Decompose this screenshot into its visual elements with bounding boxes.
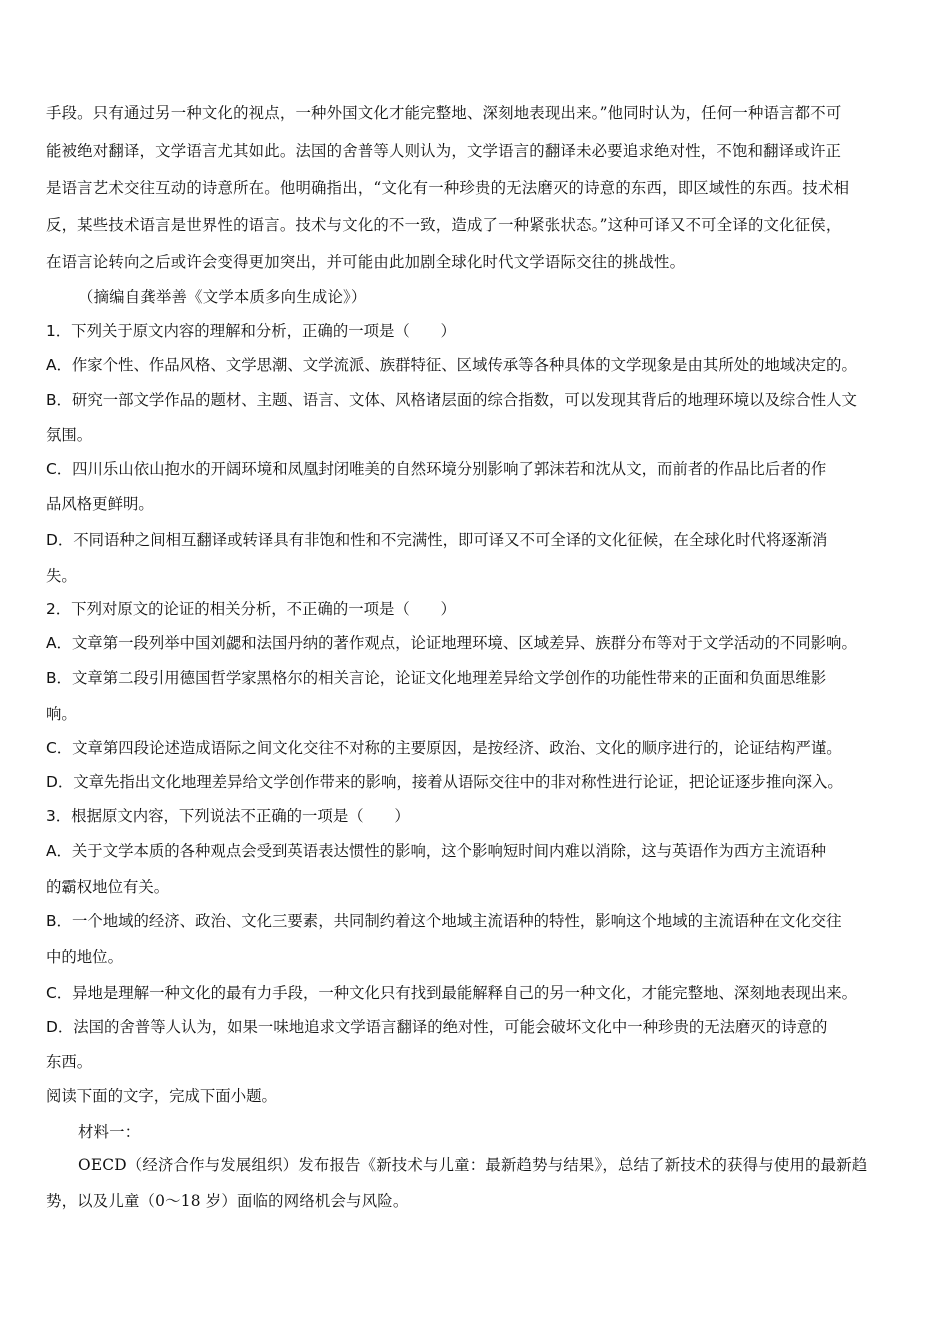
material-text-line: OECD（经济合作与发展组织）发布报告《新技术与儿童：最新趋势与结果》，总结了新技术的获得与使用的最新趋	[78, 1156, 868, 1174]
question-1-option-a: A．作家个性、作品风格、文学思潮、文学流派、族群特征、区域传承等各种具体的文学现象是由其所处的地域决定的。	[46, 356, 857, 374]
question-2-option-d: D．文章先指出文化地理差异给文学创作带来的影响，接着从语际交往中的非对称性进行论证，把论证逐步推向深入。	[46, 773, 843, 791]
question-1-option-b-cont: 氛围。	[46, 426, 93, 444]
passage-line: 手段。只有通过另一种文化的视点，一种外国文化才能完整地、深刻地表现出来。”他同时认为，任何一种语言都不可	[46, 104, 842, 122]
question-2-option-a: A．文章第一段列举中国刘勰和法国丹纳的著作观点，论证地理环境、区域差异、族群分布等对于文学活动的不同影响。	[46, 634, 857, 652]
question-2-option-c: C．文章第四段论述造成语际之间文化交往不对称的主要原因，是按经济、政治、文化的顺序进行的，论证结构严谨。	[46, 739, 842, 757]
question-2-option-b-cont: 响。	[46, 705, 77, 723]
question-3-option-d: D．法国的舍普等人认为，如果一味地追求文学语言翻译的绝对性，可能会破坏文化中一种珍贵的无法磨灭的诗意的	[46, 1018, 828, 1036]
question-2-option-b: B．文章第二段引用德国哲学家黑格尔的相关言论，论证文化地理差异给文学创作的功能性带来的正面和负面思维影	[46, 669, 827, 687]
passage-line: 是语言艺术交往互动的诗意所在。他明确指出，“文化有一种珍贵的无法磨灭的诗意的东西，即区域性的东西。技术相	[46, 179, 850, 197]
question-1-option-d: D．不同语种之间相互翻译或转译具有非饱和性和不完满性，即可译又不可全译的文化征候，在全球化时代将逐渐消	[46, 531, 828, 549]
question-3-option-c: C．异地是理解一种文化的最有力手段，一种文化只有找到最能解释自己的另一种文化，才能完整地、深刻地表现出来。	[46, 984, 858, 1002]
source-note: （摘编自龚举善《文学本质多向生成论》）	[78, 288, 367, 306]
question-1-option-c-cont: 品风格更鲜明。	[46, 495, 154, 513]
question-1-option-d-cont: 失。	[46, 567, 77, 585]
question-2-stem: 2．下列对原文的论证的相关分析，不正确的一项是（ ）	[46, 600, 456, 618]
question-1-option-c: C．四川乐山依山抱水的开阔环境和凤凰封闭唯美的自然环境分别影响了郭沫若和沈从文，而前者的作品比后者的作	[46, 460, 827, 478]
question-1-stem: 1．下列关于原文内容的理解和分析，正确的一项是（ ）	[46, 322, 456, 340]
question-3-option-b-cont: 中的地位。	[46, 948, 123, 966]
passage-line: 反，某些技术语言是世界性的语言。技术与文化的不一致，造成了一种紧张状态。”这种可译又不可全译的文化征侯，	[46, 216, 842, 234]
passage-line: 能被绝对翻译，文学语言尤其如此。法国的舍普等人则认为，文学语言的翻译未必要追求绝对性，不饱和翻译或许正	[46, 142, 842, 160]
question-3-stem: 3．根据原文内容，下列说法不正确的一项是（ ）	[46, 807, 410, 825]
passage-line: 在语言论转向之后或许会变得更加突出，并可能由此加剧全球化时代文学语际交往的挑战性。	[46, 253, 686, 271]
question-3-option-a: A．关于文学本质的各种观点会受到英语表达惯性的影响，这个影响短时间内难以消除，这与英语作为西方主流语种	[46, 842, 827, 860]
material-label: 材料一：	[78, 1123, 141, 1141]
question-3-option-a-cont: 的霸权地位有关。	[46, 878, 170, 896]
question-3-option-b: B．一个地域的经济、政治、文化三要素，共同制约着这个地域主流语种的特性，影响这个地域的主流语种在文化交往	[46, 912, 842, 930]
reading-prompt: 阅读下面的文字，完成下面小题。	[46, 1087, 277, 1105]
material-text-line: 势，以及儿童（0～18 岁）面临的网络机会与风险。	[46, 1192, 409, 1210]
question-3-option-d-cont: 东西。	[46, 1053, 93, 1071]
question-1-option-b: B．研究一部文学作品的题材、主题、语言、文体、风格诸层面的综合指数，可以发现其背后的地理环境以及综合性人文	[46, 391, 857, 409]
